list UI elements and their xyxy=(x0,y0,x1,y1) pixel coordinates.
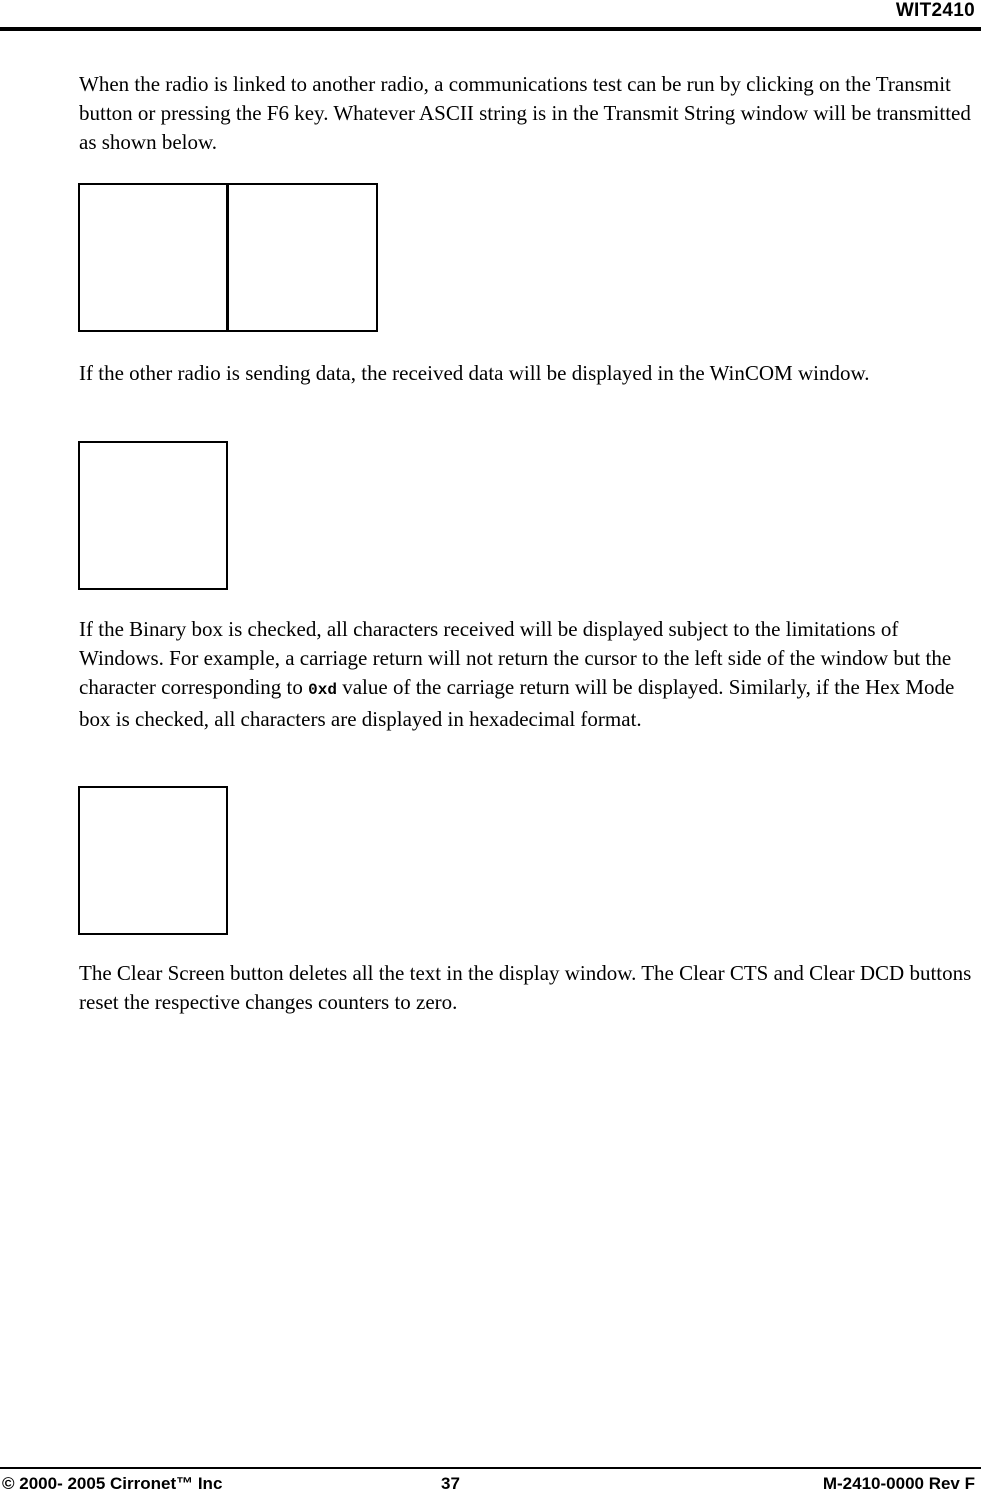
paragraph-binary-hex-part1: If the Binary box is checked, all characters received will be displayed subject to the limitations of Windows. For example, a carriage return will not return the cursor to the left side of the window but the character corresponding to xyxy=(79,617,952,699)
inline-code-0xd: 0xd xyxy=(308,681,337,699)
figure-received-placeholder xyxy=(78,441,228,590)
figure-transmit-left-placeholder xyxy=(78,183,229,332)
running-header-title: WIT2410 xyxy=(895,0,975,21)
footer-doc-id: M-2410-0000 Rev F xyxy=(822,1474,975,1493)
paragraph-binary-hex xyxy=(79,615,979,734)
paragraph-clear-buttons: The Clear Screen button deletes all the text in the display window. The Clear CTS and Clear DCD buttons reset the respective changes counters to zero. xyxy=(79,961,972,1014)
paragraph-transmit-test: When the radio is linked to another radio, a communications test can be run by clicking on the Transmit button or pressing the F6 key. Whatever ASCII string is in the Transmit String window will be transmitted as shown below. xyxy=(79,72,971,154)
figure-transmit-right-placeholder xyxy=(227,183,378,332)
header-rule xyxy=(0,27,981,31)
paragraph-binary-hex-part2: value of the carriage return will be displayed. Similarly, if the Hex Mode box is checked, all characters are displayed in hexadecimal format. xyxy=(79,675,955,731)
paragraph-received-data: If the other radio is sending data, the received data will be displayed in the WinCOM window. xyxy=(79,361,870,385)
footer-rule xyxy=(0,1467,981,1469)
figure-hex-placeholder xyxy=(78,786,228,935)
footer-page-number: 37 xyxy=(441,1474,460,1493)
footer-copyright: © 2000- 2005 Cirronet™ Inc xyxy=(2,1474,223,1493)
